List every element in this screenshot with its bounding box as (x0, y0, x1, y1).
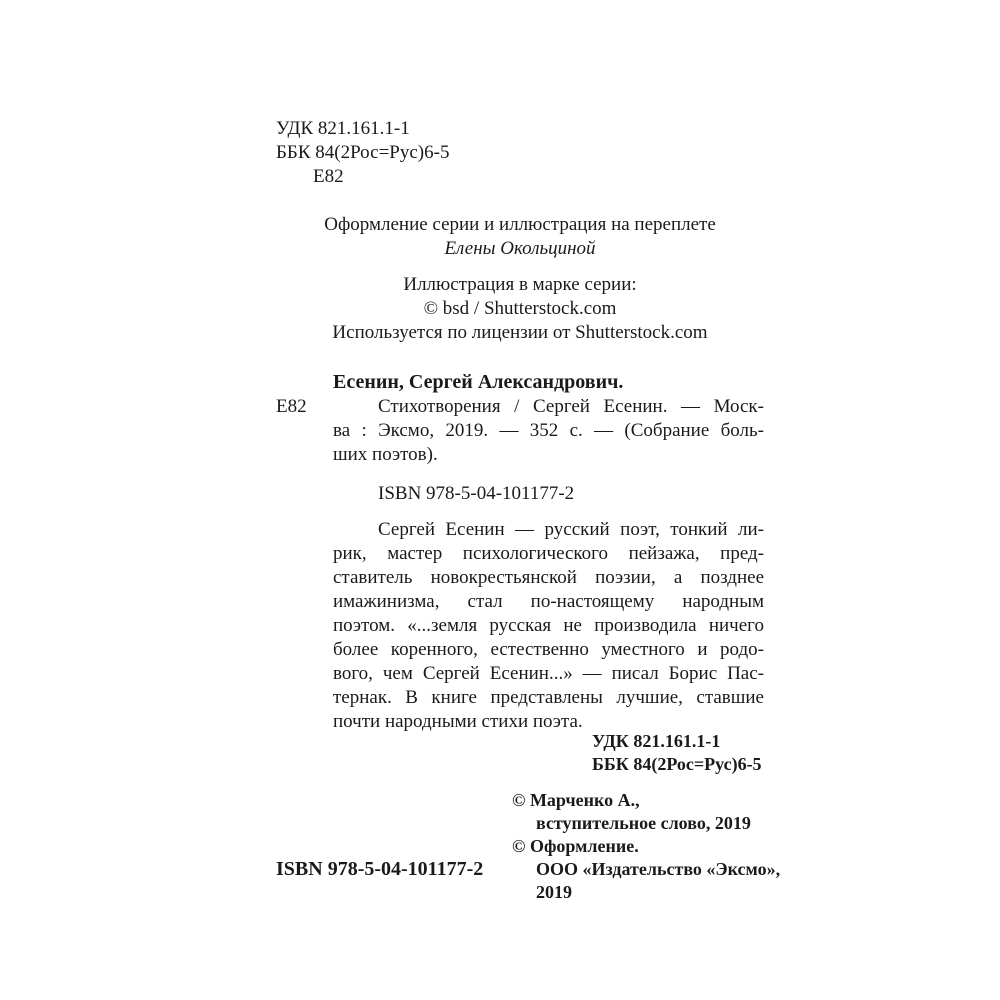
top-author-sign: Е82 (313, 166, 344, 187)
copyright-line: © Оформление. (512, 836, 639, 856)
author-heading: Есенин, Сергей Александрович. (333, 371, 624, 393)
catalog-description-line: ших поэтов). (333, 444, 438, 465)
annotation-line: почти народными стихи поэта. (333, 711, 583, 732)
annotation-line: тернак. В книге представлены лучшие, ставшие (333, 687, 764, 708)
annotation-line: поэтом. «...земля русская не производила ничего (333, 615, 764, 636)
annotation-line: рик, мастер психологического пейзажа, пред- (333, 543, 764, 564)
copyright-line: вступительное слово, 2019 (536, 813, 751, 833)
design-credit-illustrator: Елены Окольциной (444, 238, 596, 259)
illustration-credit (250, 273, 790, 345)
catalog-author-sign: Е82 (276, 396, 307, 417)
catalog-isbn: ISBN 978-5-04-101177-2 (378, 483, 575, 504)
copyright-line: ООО «Издательство «Эксмо», (536, 859, 781, 879)
design-credit-line1: Оформление серии и иллюстрация на переплете (324, 214, 716, 235)
bottom-bbk-code: ББК 84(2Рос=Рус)6-5 (592, 754, 762, 774)
top-bbk-code: ББК 84(2Рос=Рус)6-5 (276, 142, 450, 163)
illustration-credit-line1: Иллюстрация в марке серии: (403, 274, 637, 295)
bottom-isbn: ISBN 978-5-04-101177-2 (276, 858, 484, 880)
annotation-line: ставитель новокрестьянской поэзии, а позднее (333, 567, 764, 588)
annotation-line: имажинизма, стал по-настоящему народным (333, 591, 764, 612)
annotation-line: более коренного, естественно уместного и родо- (333, 639, 764, 660)
copyright-line: © Марченко А., (512, 790, 640, 810)
copyright-line: 2019 (536, 882, 572, 902)
bottom-udk-code: УДК 821.161.1-1 (592, 731, 721, 751)
illustration-credit-line2: © bsd / Shutterstock.com (423, 298, 617, 319)
catalog-description-line: ва : Эксмо, 2019. — 352 с. — (Собрание боль- (333, 420, 764, 441)
annotation-line: Сергей Есенин — русский поэт, тонкий ли- (378, 519, 764, 540)
illustration-credit-line3: Используется по лицензии от Shutterstock.com (332, 322, 708, 343)
catalog-description-line: Стихотворения / Сергей Есенин. — Моск- (378, 396, 764, 417)
design-credit (250, 213, 790, 261)
top-udk-code: УДК 821.161.1-1 (276, 118, 410, 139)
annotation-line: вого, чем Сергей Есенин...» — писал Борис Пас- (333, 663, 764, 684)
